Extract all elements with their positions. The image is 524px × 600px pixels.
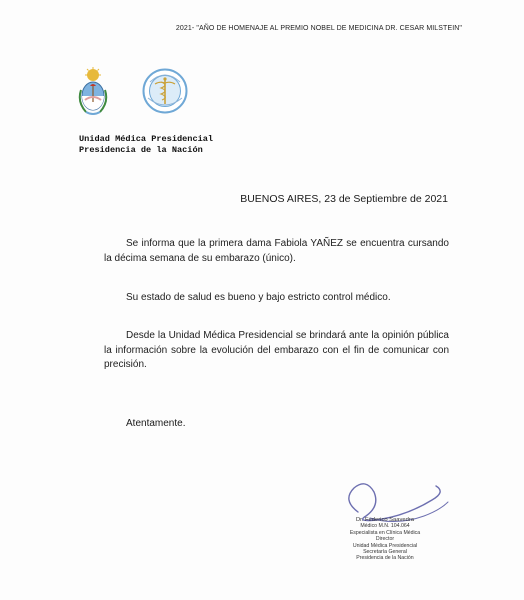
paragraph-announcement-end: se encuentra cursando la décima semana de su embarazo (único). (104, 238, 449, 264)
signature-block (330, 517, 440, 562)
signer-specialty: Especialista en Clínica Médica (349, 529, 421, 536)
paragraph-health-status-text: Su estado de salud es bueno y bajo estricto control médico. (126, 292, 391, 303)
paragraph-information (104, 329, 449, 373)
medical-unit-seal-icon (142, 68, 188, 114)
signer-license: Médico M.N. 104.064 (360, 523, 410, 530)
institution-name (79, 134, 213, 156)
document-date: BUENOS AIRES, 23 de Septiembre de 2021 (240, 193, 448, 205)
paragraph-announcement (104, 237, 449, 266)
closing-salutation: Atentamente. (126, 418, 186, 429)
signer-secretariat: Secretaría General (363, 549, 407, 556)
signer-role: Director (375, 536, 395, 543)
paragraph-health-status (104, 291, 449, 306)
signer-unit: Unidad Médica Presidencial (352, 542, 418, 549)
header-motto: 2021- "AÑO DE HOMENAJE AL PREMIO NOBEL DE MEDICINA DR. CESAR MILSTEIN" (175, 25, 462, 32)
signer-name: Dr. Federico Saavedra (356, 517, 414, 523)
institution-unit: Unidad Médica Presidencial (79, 134, 214, 144)
institution-presidency: Presidencia de la Nación (79, 145, 203, 155)
paragraph-announcement-start: Se informa que la primera dama Fabiola (126, 238, 311, 249)
first-lady-surname: YAÑEZ (310, 238, 344, 249)
argentina-coat-of-arms-icon (76, 66, 110, 118)
paragraph-information-text: Desde la Unidad Médica Presidencial se brindará ante la opinión pública la información sobre la evolución del embarazo con el fin de comunicar con precisión. (104, 330, 449, 370)
signer-presidency: Presidencia de la Nación (356, 555, 414, 562)
